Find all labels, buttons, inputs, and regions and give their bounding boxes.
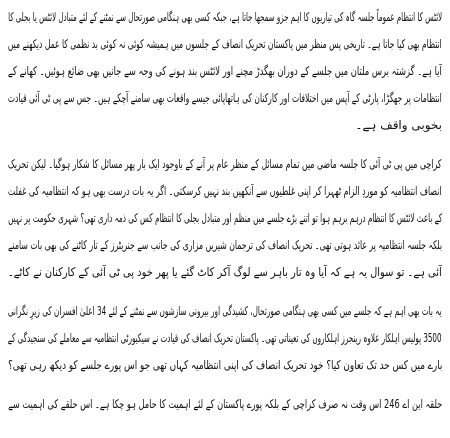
article-paragraph — [8, 151, 442, 286]
line-text: کراچی میں پی ٹی آئی کا جلسہ ماضی میں تمام مسائل کے منظر عام پر آنے کے باوجود ایک بار پھر مسائل کا شکار ہوگیا۔ لیکن تحریک — [8, 157, 442, 171]
paragraph-line — [8, 151, 442, 178]
line-text: 3500 پولیس اہلکار علاوہ رینجرز اہلکاروں کی تعیناتی تھی۔ پاکستان تحریک انصاف کی قیادت نے سیکیورٹی انتظامیہ سے معاملے کی سنجیدگی کے — [8, 331, 442, 345]
line-text: یہ بات بھی اہم ہے کہ جلسے میں کسی بھی ہنگامی صورتحال، کشیدگی اور بیرونی سازشوں سے نمٹنے کے لئے 34 اعلیٰ افسران کی زیرِ نگرانی — [8, 304, 442, 318]
paragraph-line — [8, 112, 442, 139]
line-text: لائٹس کا انتظام عموماً جلسہ گاہ کی تیاریوں کا اہم جزو سمجھا جاتا ہے، جبکہ کسی بھی ہنگامی صورتحال سے نمٹنے کے لئے متبادل لائٹس یا بجلی کا — [8, 10, 442, 24]
paragraph-line — [8, 298, 442, 325]
paragraph-line — [8, 178, 442, 205]
line-text: آئی ہے۔ تو سوال یہ ہے کہ آیا وہ تار باہر سے لوگ آکر کاٹ گئے یا پھر خود پی ٹی آئی کے کارکنان نے کاٹے۔ — [8, 265, 442, 279]
paragraph-line — [8, 31, 442, 58]
line-text: حلقہ این اے 246 اس وقت نہ صرف کراچی کے بلکہ پورے پاکستان کے لئے اہمیت کا حامل ہو چکا ہے۔ اس حلقے کی اہمیت سے — [8, 397, 442, 411]
line-text: انتظام بھی کیا جاتا ہے۔ تاریخی پس منظر میں پاکستان تحریک انصاف کے جلسوں میں ہمیشہ کوئی نہ کوئی بد نظمی کا عمل دیکھنے میں — [8, 37, 442, 51]
line-text: کے باعث لائٹس کا انتظام درہم برہم ہوا تو اتنے بڑے جلسے میں منظم اور متبادل بجلی کا انتظام کس کی ذمہ داری تھی؟ شہری حکومت پر نہیں — [8, 211, 442, 225]
paragraph-line — [8, 352, 442, 379]
paragraph-line — [8, 391, 442, 418]
line-text: بارے میں کس حد تک تعاون کیا؟ خود تحریک انصاف کی اپنی انتظامیہ کہاں تھی جو اس پورے جلسے کو دیکھ رہی تھی؟ — [8, 358, 442, 372]
article-paragraph — [8, 298, 442, 379]
paragraph-line — [8, 4, 442, 31]
line-text: انتظامات پر جھگڑا، پارٹی کے آپس میں اختلافات اور کارکنان کی ہاتھاپائی جیسے واقعات بھی سامنے آچکے ہیں۔ جس سے پی ٹی آئی قیادت — [8, 91, 442, 105]
paragraph-line — [8, 325, 442, 352]
paragraph-line — [8, 259, 442, 286]
paragraph-line — [8, 58, 442, 85]
article-paragraph — [8, 4, 442, 139]
paragraph-line — [8, 232, 442, 259]
line-text: بخوبی واقف ہے۔ — [355, 118, 442, 132]
line-text: آیا ہے۔ گزشتہ برس ملتان میں جلسے کے دوران بھگدڑ مچنے اور لائٹس بند ہونے کی وجہ سے جانیں بھی ضائع ہوئیں۔ کھانے کے — [8, 64, 442, 78]
paragraph-line — [8, 205, 442, 232]
paragraph-line — [8, 85, 442, 112]
line-text: بلکہ جلسہ انتظامیہ پر عائد ہوتی تھی۔ تحریک انصاف کی ترجمان شیریں مزاری کی جانب سے جنریٹرز کے تار کاٹنے کی بھی بات سامنے — [8, 238, 442, 252]
line-text: انصاف انتظامیہ کو موردِ الزام ٹھہرا کر اپنی غلطیوں سے آنکھیں بند نہیں کرسکتی۔ اگر یہ بات درست بھی ہو کہ انتظامیہ کی غفلت — [8, 184, 442, 198]
article-paragraph — [8, 391, 442, 418]
